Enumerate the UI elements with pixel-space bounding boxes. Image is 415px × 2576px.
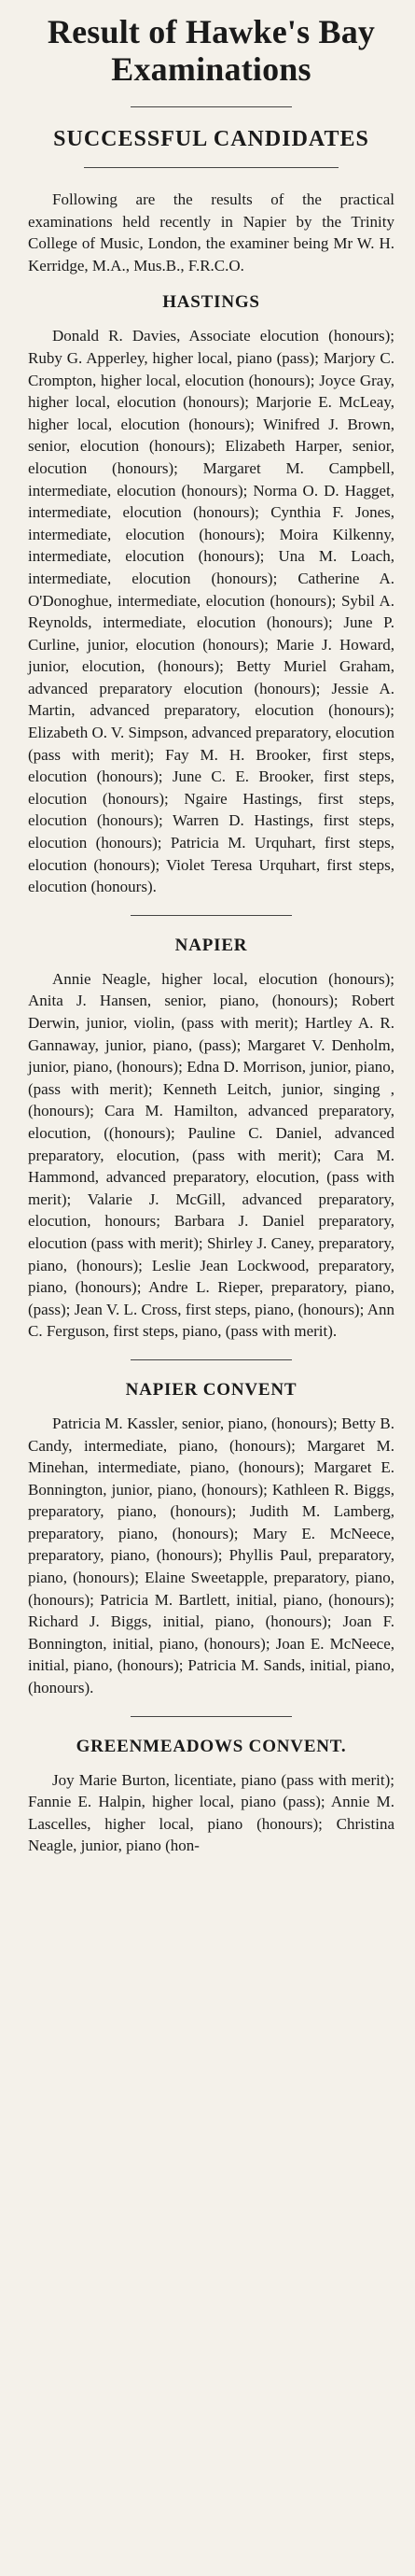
section-divider (131, 1716, 292, 1717)
subhead-rule (84, 167, 339, 168)
section-divider (131, 1359, 292, 1360)
section-heading-napier-convent: NAPIER CONVENT (125, 1379, 297, 1400)
section-heading-napier: NAPIER (174, 935, 248, 955)
section-body-napier-convent: Patricia M. Kassler, senior, piano, (honours); Betty B. Candy, intermediate, piano, (honours); Margaret M. Minehan, intermediate, piano, (honours); Margaret E. Bonnington, junior, piano, (honours); Kathleen R. Biggs, preparatory, piano, (honours); Judith M. Lamberg, preparatory, piano, (honours); Mary E. McNeece, preparatory, piano, (honours); Phyllis Paul, preparatory, piano, (honours); Elaine Sweetapple, preparatory, piano, (honours); Patricia M. Bartlett, initial, piano, (honours); Richard J. Biggs, initial, piano, (honours); Joan F. Bonnington, initial, piano, (honours); Joan E. McNeece, initial, piano, (honours); Patricia M. Sands, initial, piano, (honours). (28, 1414, 394, 1697)
section-body-hastings: Donald R. Davies, Associate elocution (honours); Ruby G. Apperley, higher local, piano (pass); Marjory C. Crompton, higher local, elocution (honours); Joyce Gray, higher local, elocution (honours); Marjorie E. McLeay, higher local, elocution (honours); Winifred J. Brown, senior, elocution (honours); Elizabeth Harper, senior, elocution (honours); Margaret M. Campbell, intermediate, elocution (honours); Norma O. D. Hagget, intermediate, elocution (honours); Cynthia F. Jones, intermediate, elocution (honours); Moira Kilkenny, intermediate, elocution (honours); Una M. Loach, intermediate, elocution (honours); Catherine A. O'Donoghue, intermediate, elocution (honours); Sybil A. Reynolds, intermediate, elocution (honours); June P. Curline, junior, elocution (honours); Marie J. Howard, junior, elocution, (honours); Betty Muriel Graham, advanced preparatory elocution (honours); Jessie A. Martin, advanced preparatory, elocution (honours); Elizabeth O. V. Simpson, advanced preparatory, elocution (pass with merit); Fay M. H. Brooker, first steps, elocution (honours); June C. E. Brooker, first steps, elocution (honours); Ngaire Hastings, first steps, elocution (honours); Warren D. Hastings, first steps, elocution (honours); Patricia M. Urquhart, first steps, elocution (honours); Violet Teresa Urquhart, first steps, elocution (honours). (28, 327, 394, 896)
section-divider (131, 915, 292, 916)
section-body-greenmeadows-convent: Joy Marie Burton, licentiate, piano (pass with merit); Fannie E. Halpin, higher local, piano (pass); Annie M. Lascelles, higher local, piano (honours); Christina Neagle, junior, piano (hon- (28, 1770, 394, 1855)
headline-rule (131, 106, 292, 107)
section-heading-greenmeadows-convent: GREENMEADOWS CONVENT. (76, 1736, 347, 1756)
section-heading-hastings: HASTINGS (162, 292, 260, 313)
intro-paragraph: Following are the results of the practical examinations held recently in Napier by the Trinity College of Music, London, the examiner being Mr W. H. Kerridge, M.A., Mus.B., F.R.C.O. (28, 190, 394, 274)
subheadline: SUCCESSFUL CANDIDATES (53, 127, 369, 151)
headline: Result of Hawke's Bay Examinations (47, 13, 376, 88)
section-body-napier: Annie Neagle, higher local, elocution (honours); Anita J. Hansen, senior, piano, (honours); Robert Derwin, junior, violin, (pass with merit); Hartley A. R. Gannaway, junior, piano, (pass); Margaret V. Denholm, junior, piano, (honours); Edna D. Morrison, junior, piano, (pass with merit); Kenneth Leitch, junior, singing ,(honours); Cara M. Hamilton, advanced preparatory, elocution, ((honours); Pauline C. Daniel, advanced preparatory, elocution, (pass with merit); Cara M. Hammond, advanced preparatory, elocution, (pass with merit); Valarie J. McGill, advanced preparatory, elocution, honours; Barbara J. Daniel preparatory, elocution (pass with merit); Shirley J. Caney, preparatory, piano, (honours); Leslie Jean Lockwood, preparatory, piano, (honours); Andre L. Rieper, preparatory, piano, (pass); Jean V. L. Cross, first steps, piano, (honours); Ann C. Ferguson, first steps, piano, (pass with merit). (28, 969, 394, 1341)
